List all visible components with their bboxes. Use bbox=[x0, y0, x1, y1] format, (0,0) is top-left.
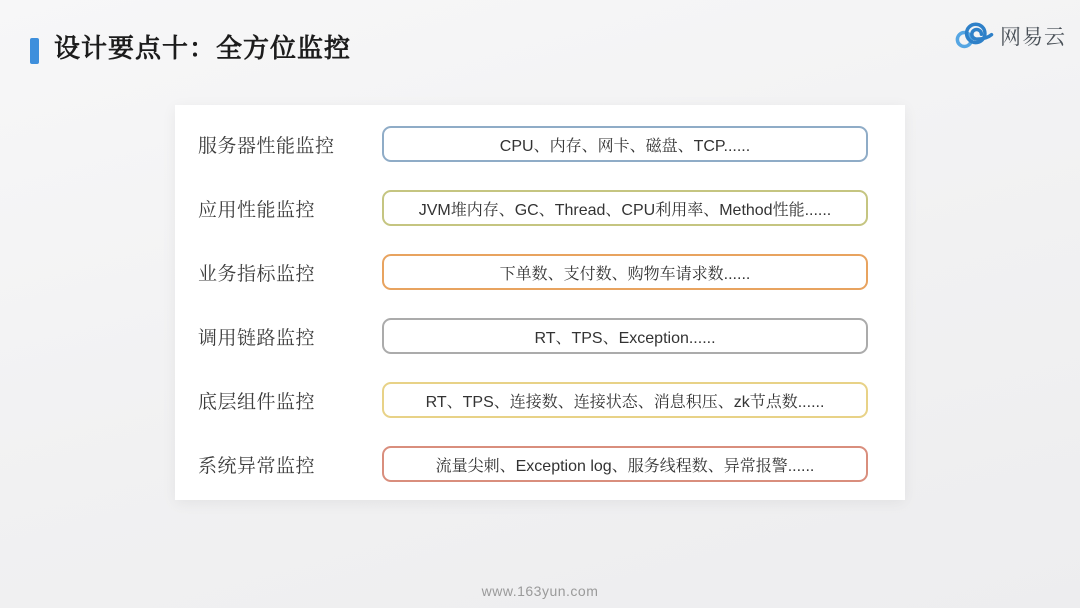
monitor-row-server bbox=[198, 126, 868, 162]
title-accent-bar bbox=[30, 38, 39, 64]
monitor-row-components bbox=[198, 382, 868, 418]
netease-cloud-icon bbox=[953, 20, 1000, 52]
monitor-metrics-box: 下单数、支付数、购物车请求数...... bbox=[382, 254, 868, 290]
monitor-metrics-box: JVM堆内存、GC、Thread、CPU利用率、Method性能...... bbox=[382, 190, 868, 226]
page-title: 设计要点十：全方位监控 bbox=[54, 33, 352, 63]
slide-header bbox=[30, 30, 351, 66]
monitor-metrics-box: RT、TPS、连接数、连接状态、消息积压、zk节点数...... bbox=[382, 382, 868, 418]
monitor-row-business bbox=[198, 254, 868, 290]
monitor-category-label: 底层组件监控 bbox=[198, 391, 316, 413]
monitor-category-label: 调用链路监控 bbox=[198, 327, 316, 349]
monitor-category-label: 业务指标监控 bbox=[198, 263, 316, 285]
monitor-row-exceptions bbox=[198, 446, 868, 482]
monitor-metrics-box: 流量尖刺、Exception log、服务线程数、异常报警...... bbox=[382, 446, 868, 482]
monitor-row-tracing bbox=[198, 318, 868, 354]
monitor-metrics-box: RT、TPS、Exception...... bbox=[382, 318, 868, 354]
brand-logo bbox=[953, 20, 1066, 52]
monitor-category-label: 系统异常监控 bbox=[198, 455, 316, 477]
monitor-metrics-box: CPU、内存、网卡、磁盘、TCP...... bbox=[382, 126, 868, 162]
footer-url: www.163yun.com bbox=[481, 583, 599, 599]
monitor-category-label: 应用性能监控 bbox=[198, 199, 316, 221]
brand-name: 网易云 bbox=[1000, 26, 1066, 49]
monitor-panel bbox=[175, 105, 905, 500]
monitor-row-application bbox=[198, 190, 868, 226]
monitor-category-label: 服务器性能监控 bbox=[198, 135, 335, 157]
